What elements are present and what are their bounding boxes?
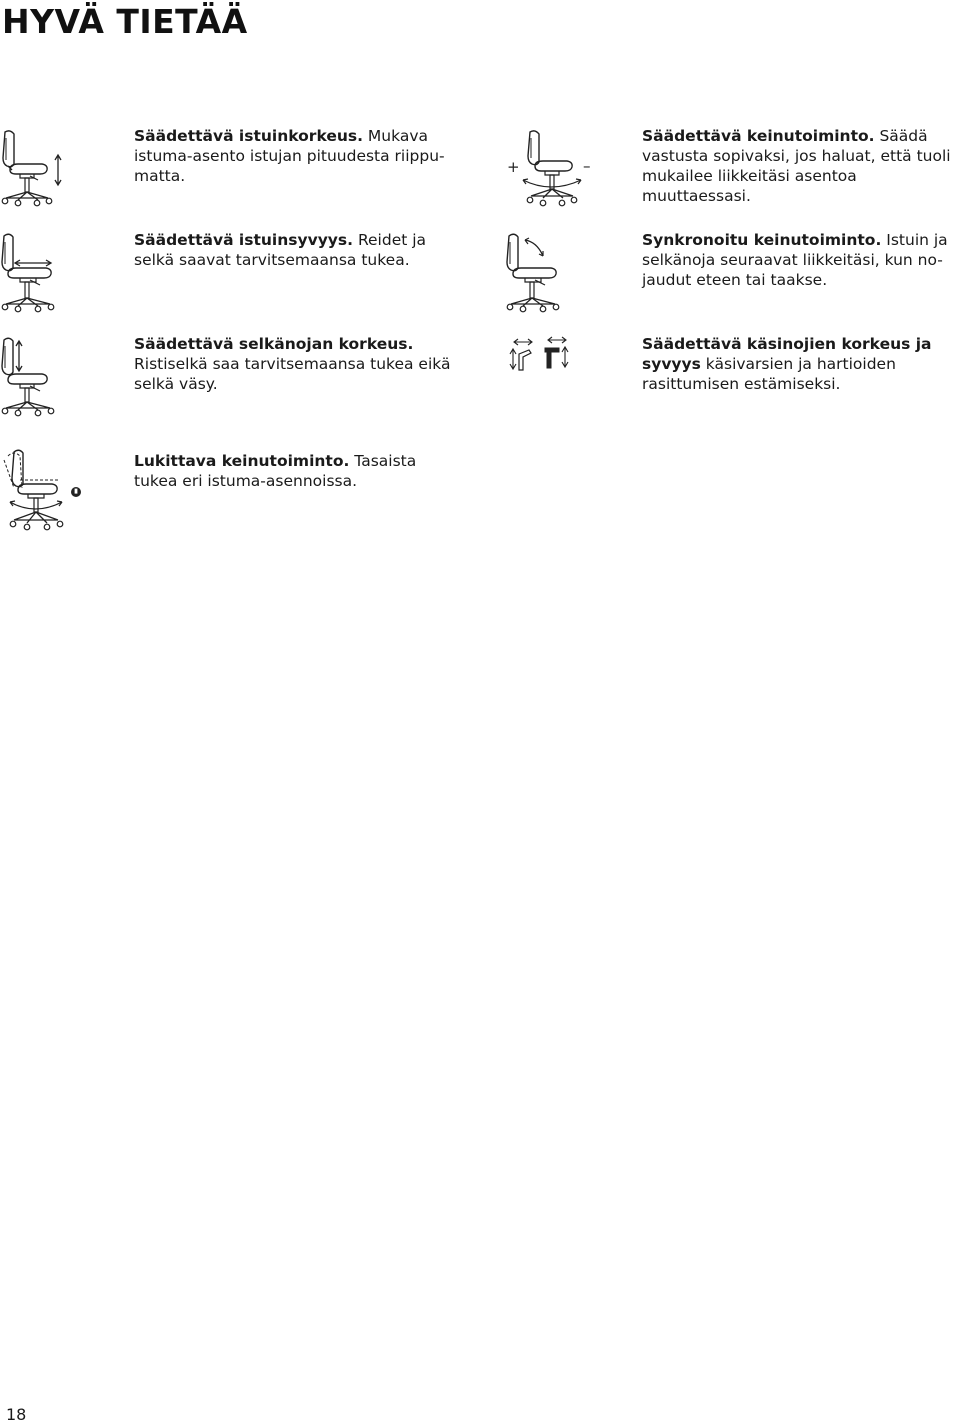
feature-tilt-lock-title: Lukittava keinutoiminto. <box>134 452 350 470</box>
chair-tilt-tension-icon <box>503 128 599 212</box>
armrest-adjust-icon <box>505 336 571 376</box>
feature-seat-height-title: Säädettävä istuinkorkeus. <box>134 127 363 145</box>
chair-backrest-height-icon <box>0 336 72 420</box>
minus-sign: – <box>583 157 591 175</box>
feature-seat-height-text: Mukava istuma-asento istujan pituudesta riippu- matta. <box>134 127 445 185</box>
chair-seat-height-icon <box>0 128 72 210</box>
feature-tilt-tension <box>642 126 952 206</box>
feature-tilt-tension-text: Säädä vastusta sopivaksi, jos haluat, että tuoli mukailee liikkeitäsi asentoa muuttaessasi. <box>642 127 951 205</box>
plus-sign: + <box>507 158 520 176</box>
feature-synchro-tilt-text: Istuin ja selkänoja seuraavat liikkeitäsi, kun no- jaudut eteen tai taakse. <box>642 231 948 289</box>
feature-backrest-height-text: Ristiselkä saa tarvitsemaansa tukea eikä selkä väsy. <box>134 355 451 393</box>
page-number: 18 <box>6 1405 27 1424</box>
feature-tilt-lock <box>134 451 464 491</box>
feature-backrest-height-title: Säädettävä selkänojan korkeus. <box>134 335 414 353</box>
feature-synchro-tilt <box>642 230 952 290</box>
feature-armrest-adjust-text: käsivarsien ja hartioiden rasittumisen estämiseksi. <box>642 355 896 393</box>
chair-synchro-tilt-icon <box>505 230 577 316</box>
feature-armrest-adjust-title: Säädettävä käsinojien korkeus ja syvyys <box>642 335 932 373</box>
feature-tilt-lock-text: Tasaista tukea eri istuma-asennoissa. <box>134 452 417 490</box>
chair-tilt-lock-icon <box>0 446 90 534</box>
feature-armrest-adjust <box>642 334 942 394</box>
page-title: HYVÄ TIETÄÄ <box>2 2 248 41</box>
feature-seat-depth-text: Reidet ja selkä saavat tarvitsemaansa tukea. <box>134 231 427 269</box>
feature-synchro-tilt-title: Synkronoitu keinutoiminto. <box>642 231 882 249</box>
feature-seat-depth-title: Säädettävä istuinsyvyys. <box>134 231 354 249</box>
feature-backrest-height <box>134 334 454 394</box>
feature-seat-height <box>134 126 464 186</box>
feature-seat-depth <box>134 230 454 270</box>
feature-tilt-tension-title: Säädettävä keinutoiminto. <box>642 127 875 145</box>
chair-seat-depth-icon <box>0 230 72 316</box>
